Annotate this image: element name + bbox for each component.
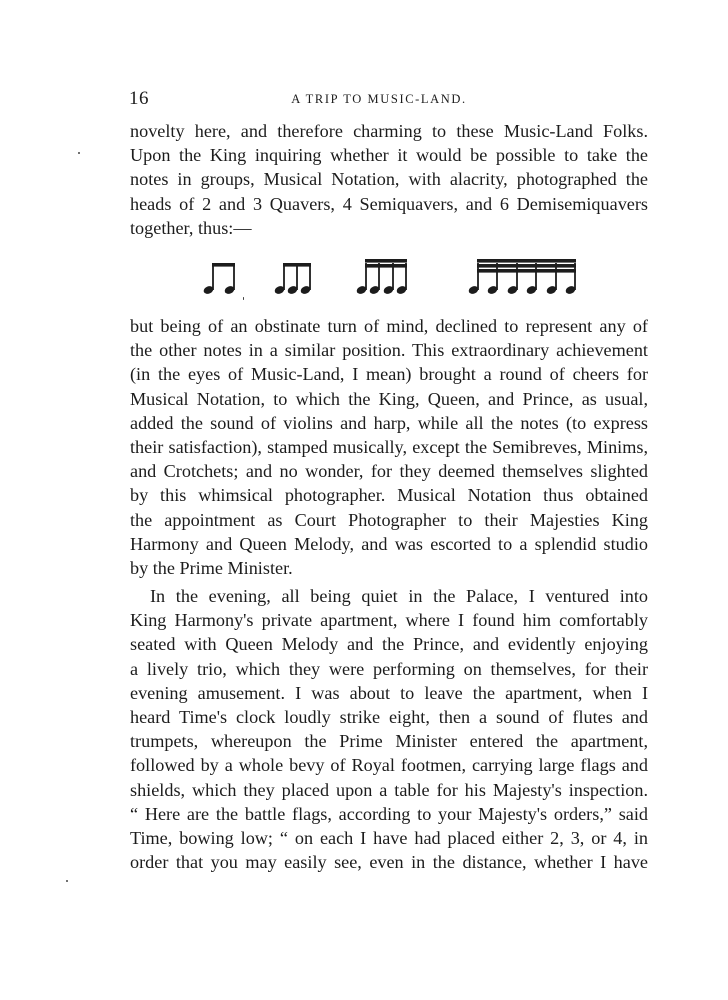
text-line: but being of an obstinate turn of mind, declined to represent any of [130,316,648,336]
note-beam [477,269,576,273]
text-line: “ Here are the battle flags, according to your Majesty's orders,” said [130,803,648,824]
text-line: Time, bowing low; “ on each I have had placed either 2, 3, or 4, in [130,827,648,848]
text-line: Upon the King inquiring whether it would be possible to take the [130,145,648,166]
print-speck [66,880,68,882]
text-line: shields, which they placed upon a table for his Majesty's inspection. [130,779,648,800]
paragraph-1 [130,119,648,240]
text-line: trumpets, whereupon the Prime Minister entered the apartment, [130,731,648,752]
note-beam [365,259,407,263]
text-line: added the sound of violins and harp, while all the notes (to express [130,412,648,433]
note-groups-figure [203,254,585,298]
text-line: the other notes in a similar position. This extraordinary achievement [130,340,648,361]
text-line: heard Time's clock loudly strike eight, then a sound of flutes and [130,706,648,727]
note-beam [365,264,407,268]
text-line: together, thus:— [130,217,252,238]
text-line: and Crotchets; and no wonder, for they deemed themselves slighted [130,461,648,482]
note-beam [477,264,576,268]
note-group-semiquavers [355,259,407,295]
text-line: heads of 2 and 3 Quavers, 4 Semiquavers, and 6 Demisemiquavers [130,193,648,214]
running-head: A TRIP TO MUSIC-LAND. [291,92,467,106]
text-line: (in the eyes of Music-Land, I mean) brought a round of cheers for [130,364,648,385]
text-line: Musical Notation, to which the King, Queen, and Prince, as usual, [130,388,648,409]
text-line: In the evening, all being quiet in the Palace, I ventured into [150,586,648,606]
print-speck [243,297,244,300]
note-beam [477,259,576,263]
text-line: novelty here, and therefore charming to these Music-Land Folks. [130,121,648,141]
text-line: evening amusement. I was about to leave the apartment, when I [130,682,648,703]
text-line: seated with Queen Melody and the Prince, and evidently enjoying [130,634,648,655]
text-line: followed by a whole bevy of Royal footmen, carrying large flags and [130,755,648,776]
text-line: a lively trio, which they were performing on themselves, for their [130,658,648,679]
note-group-quavers [273,263,311,295]
text-line: notes in groups, Musical Notation, with alacrity, photographed the [130,169,648,190]
text-line: their satisfaction), stamped musically, except the Semibreves, Minims, [130,436,648,457]
note-group-quavers [203,263,236,295]
text-line: by the Prime Minister. [130,557,293,578]
text-line: the appointment as Court Photographer to their Majesties King [130,509,648,530]
paragraph-3 [130,584,648,874]
text-line: order that you may easily see, even in the distance, whether I have [130,852,648,873]
print-speck [78,152,80,154]
text-line: Harmony and Queen Melody, and was escorted to a splendid studio [130,533,648,554]
text-line: King Harmony's private apartment, where I found him comfortably [130,610,648,631]
text-line: by this whimsical photographer. Musical Notation thus obtained [130,485,648,506]
paragraph-2 [130,314,648,580]
note-beam [283,263,311,267]
page-number: 16 [129,88,149,109]
note-group-demisemiquavers [467,259,576,295]
note-beam [212,263,235,267]
